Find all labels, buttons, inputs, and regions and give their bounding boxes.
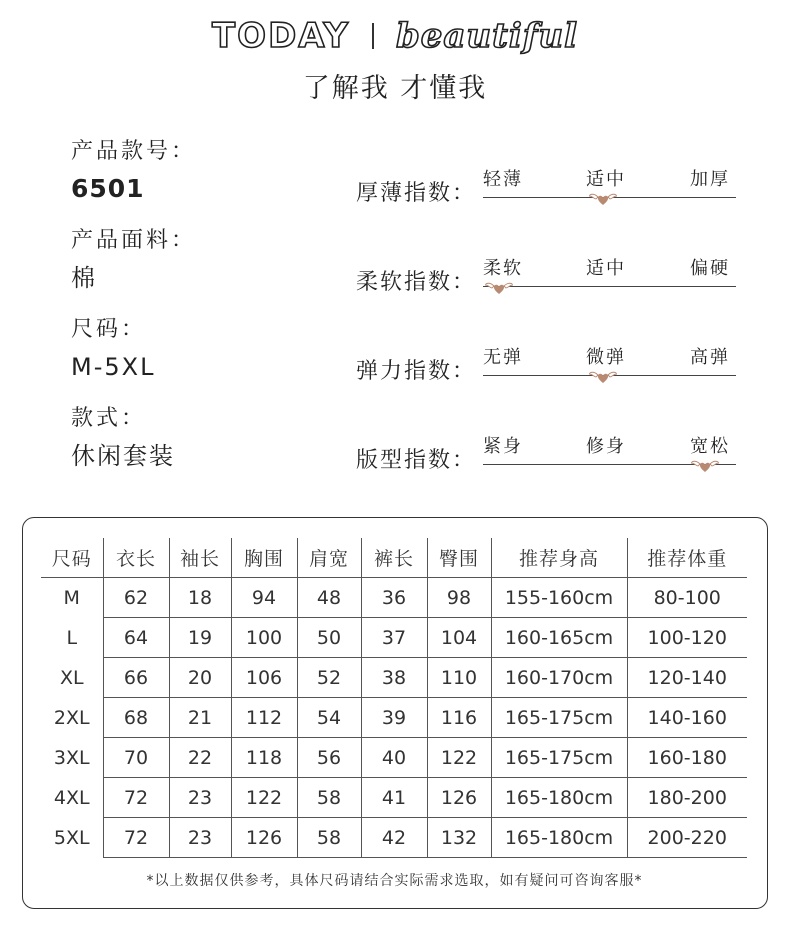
index-thickness bbox=[356, 168, 736, 208]
style-value: 休闲套装 bbox=[71, 442, 175, 470]
index-option: 宽松 bbox=[690, 436, 730, 457]
table-cell: 19 bbox=[169, 618, 231, 658]
index-option: 偏硬 bbox=[690, 258, 730, 279]
table-cell: 72 bbox=[103, 778, 169, 818]
table-cell: 80-100 bbox=[627, 578, 747, 618]
index-elasticity bbox=[356, 346, 736, 386]
table-cell: 50 bbox=[297, 618, 361, 658]
size-value: M-5XL bbox=[71, 353, 156, 381]
index-fit bbox=[356, 435, 736, 475]
table-cell: 122 bbox=[427, 738, 491, 778]
table-cell: 126 bbox=[231, 818, 297, 858]
table-header-row bbox=[41, 538, 747, 578]
table-row bbox=[41, 578, 747, 618]
column-header: 尺码 bbox=[41, 538, 103, 578]
column-header: 袖长 bbox=[169, 538, 231, 578]
column-header: 衣长 bbox=[103, 538, 169, 578]
table-cell: 18 bbox=[169, 578, 231, 618]
table-cell: 160-165cm bbox=[491, 618, 627, 658]
page-subtitle: 了解我 才懂我 bbox=[302, 73, 488, 104]
table-cell: 200-220 bbox=[627, 818, 747, 858]
table-cell: 36 bbox=[361, 578, 427, 618]
table-row bbox=[41, 658, 747, 698]
table-row bbox=[41, 618, 747, 658]
index-option: 修身 bbox=[586, 436, 626, 457]
header bbox=[0, 14, 790, 105]
table-cell: 72 bbox=[103, 818, 169, 858]
table-cell: 21 bbox=[169, 698, 231, 738]
index-option: 适中 bbox=[586, 169, 626, 190]
table-cell: 110 bbox=[427, 658, 491, 698]
index-scale bbox=[483, 346, 736, 386]
size-table bbox=[41, 538, 747, 858]
table-cell: 58 bbox=[297, 778, 361, 818]
table-cell: 126 bbox=[427, 778, 491, 818]
index-option: 高弹 bbox=[690, 347, 730, 368]
winged-heart-icon bbox=[485, 280, 513, 294]
table-cell: 155-160cm bbox=[491, 578, 627, 618]
table-row bbox=[41, 778, 747, 818]
table-row bbox=[41, 818, 747, 858]
winged-heart-icon bbox=[691, 458, 719, 472]
index-option: 适中 bbox=[586, 258, 626, 279]
table-cell: 38 bbox=[361, 658, 427, 698]
model-value: 6501 bbox=[71, 174, 145, 203]
index-option: 微弹 bbox=[586, 347, 626, 368]
info-model bbox=[71, 136, 196, 225]
table-cell: 66 bbox=[103, 658, 169, 698]
table-cell: 180-200 bbox=[627, 778, 747, 818]
table-cell: 40 bbox=[361, 738, 427, 778]
table-cell: 22 bbox=[169, 738, 231, 778]
table-cell: 106 bbox=[231, 658, 297, 698]
index-option: 柔软 bbox=[483, 258, 523, 279]
brand-line bbox=[0, 14, 790, 58]
table-cell: 64 bbox=[103, 618, 169, 658]
table-cell: 120-140 bbox=[627, 658, 747, 698]
table-cell: 54 bbox=[297, 698, 361, 738]
table-cell: 20 bbox=[169, 658, 231, 698]
table-cell: 37 bbox=[361, 618, 427, 658]
table-cell: 42 bbox=[361, 818, 427, 858]
table-cell: 140-160 bbox=[627, 698, 747, 738]
table-cell: 112 bbox=[231, 698, 297, 738]
table-cell: 52 bbox=[297, 658, 361, 698]
index-label: 弹力指数： bbox=[356, 359, 477, 384]
index-option: 轻薄 bbox=[483, 169, 523, 190]
column-header: 胸围 bbox=[231, 538, 297, 578]
index-label: 版型指数： bbox=[356, 448, 477, 473]
table-cell: 160-170cm bbox=[491, 658, 627, 698]
column-header: 臀围 bbox=[427, 538, 491, 578]
winged-heart-icon bbox=[589, 369, 617, 383]
table-cell: 48 bbox=[297, 578, 361, 618]
index-softness bbox=[356, 257, 736, 297]
size-chart bbox=[22, 517, 768, 909]
brand-today: TODAY bbox=[211, 16, 350, 56]
table-cell: 165-175cm bbox=[491, 738, 627, 778]
fabric-label: 产品面料： bbox=[71, 228, 197, 253]
info-size bbox=[71, 314, 196, 403]
column-header: 推荐身高 bbox=[491, 538, 627, 578]
brand-beautiful: beautiful bbox=[395, 16, 579, 56]
table-cell: 58 bbox=[297, 818, 361, 858]
table-cell: 165-180cm bbox=[491, 818, 627, 858]
index-option: 无弹 bbox=[483, 347, 523, 368]
winged-heart-icon bbox=[589, 191, 617, 205]
table-cell: 70 bbox=[103, 738, 169, 778]
fabric-value: 棉 bbox=[71, 264, 97, 292]
table-cell: 23 bbox=[169, 778, 231, 818]
table-cell: 116 bbox=[427, 698, 491, 738]
model-label: 产品款号： bbox=[71, 139, 197, 164]
index-option: 加厚 bbox=[690, 169, 730, 190]
table-row bbox=[41, 738, 747, 778]
table-cell: 118 bbox=[231, 738, 297, 778]
table-cell: 62 bbox=[103, 578, 169, 618]
table-cell: 68 bbox=[103, 698, 169, 738]
index-option: 紧身 bbox=[483, 436, 523, 457]
table-cell: 56 bbox=[297, 738, 361, 778]
size-cell: M bbox=[41, 578, 103, 618]
table-cell: 41 bbox=[361, 778, 427, 818]
table-cell: 98 bbox=[427, 578, 491, 618]
size-cell: 4XL bbox=[41, 778, 103, 818]
column-header: 推荐体重 bbox=[627, 538, 747, 578]
table-cell: 104 bbox=[427, 618, 491, 658]
index-label: 柔软指数： bbox=[356, 270, 477, 295]
product-info bbox=[71, 136, 196, 492]
size-note: *以上数据仅供参考，具体尺码请结合实际需求选取，如有疑问可咨询客服* bbox=[146, 873, 643, 889]
index-scale bbox=[483, 435, 736, 475]
size-cell: 3XL bbox=[41, 738, 103, 778]
table-cell: 23 bbox=[169, 818, 231, 858]
size-label: 尺码： bbox=[71, 317, 147, 342]
table-cell: 100-120 bbox=[627, 618, 747, 658]
table-cell: 94 bbox=[231, 578, 297, 618]
index-label: 厚薄指数： bbox=[356, 181, 477, 206]
table-cell: 100 bbox=[231, 618, 297, 658]
table-row bbox=[41, 698, 747, 738]
info-fabric bbox=[71, 225, 196, 314]
brand-divider bbox=[372, 23, 374, 49]
column-header: 裤长 bbox=[361, 538, 427, 578]
size-cell: 5XL bbox=[41, 818, 103, 858]
style-label: 款式： bbox=[71, 406, 147, 431]
table-cell: 160-180 bbox=[627, 738, 747, 778]
table-cell: 39 bbox=[361, 698, 427, 738]
table-cell: 165-175cm bbox=[491, 698, 627, 738]
column-header: 肩宽 bbox=[297, 538, 361, 578]
info-style bbox=[71, 403, 196, 492]
index-line bbox=[483, 286, 736, 287]
size-cell: 2XL bbox=[41, 698, 103, 738]
table-cell: 165-180cm bbox=[491, 778, 627, 818]
size-cell: XL bbox=[41, 658, 103, 698]
index-scale bbox=[483, 257, 736, 297]
index-scale bbox=[483, 168, 736, 208]
table-cell: 132 bbox=[427, 818, 491, 858]
size-cell: L bbox=[41, 618, 103, 658]
table-cell: 122 bbox=[231, 778, 297, 818]
